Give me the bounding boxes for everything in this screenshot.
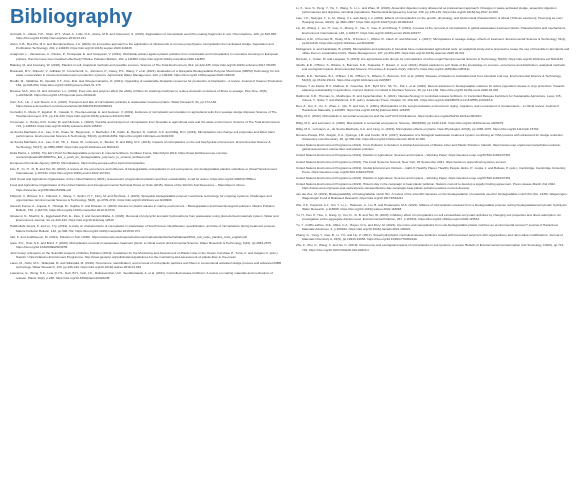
reference-entry: Accinelli, C., Abbas, H.K., Shier, W.T., Vicari, A., Little, N.S., Aloise, M.R. and Giacomini, S. (2019). Degradation of microplastic seed film-coating fragments in soil. Chemosphere, 226, pp.645-650. https://doi.org/10.1016/j.chemosphere.2019.03.161 [10, 32, 277, 41]
reference-entry: de Souza Machado, A.A., Lau, C.W., Kloas, W., Bergmann, J., Bachelier, J.B., Faltin, E., Becker, R., Görlich, A.S. and Rillig, M.C. (2019). Microplastics can change soil properties and affect plant performance. Environmental Science & Technology, 53(10), pp.6044-6052. https://doi.org/10.1021/acs.est.9b01339 [10, 130, 275, 139]
reference-entry: Liu, W., Zhang, J., Liu, H., Guo, X., Zhang, X., Yao, X., Cao, Z. and Zhang, T. (2021). A review of the removal of microplastics in global wastewater treatment plants: Characteristics and mechanisms. Environment International, 146, p.106277. https://doi.org/10.1016/j.envint.2020.106277 [296, 26, 567, 35]
reference-entry: Nizzetto, L., Futter, M. and Langaas, S. (2016). Are agricultural soils dumps for microplastics of urban origin? Environmental Science & Technology, 50(20). https://doi.org/10.1021/acs.est.6b04140 [296, 57, 563, 62]
reference-entry: Braunack, M.V., Filipović, V., Adhikari, R., Freischmidt, G., Johnston, P., Casey, P.S., Wang, Y. et al. (2021). Evaluation of a Sprayable Biodegradable Polymer Membrane (SBPM) Technology for soil water conservation in tomato and watermelon production systems. Agricultural Water Management, 243, p.106446. https://doi.org/10.1016/j.agwat.2020.106446 [10, 68, 280, 77]
reference-entry: Iyare, P.U., Ouki, S.K. and Bond, T. (2020). Microplastics removal in wastewater treatment plants: a critical review. Environmental Science: Water Research & Technology, 6(10), pp.2664-2675. https://doi.org/10.1039/D0EW00397B [10, 240, 272, 249]
reference-entry: United Nations Environment Programme (2021). Plastics in Agriculture: Sources and Impacts – Working Paper. https://wedocs.unep.org/20.500.11822/37461 [296, 153, 511, 158]
reference-column-left [10, 32, 284, 282]
reference-entry: Romero-Pareja, P.M., Aragón, C.A., Quiroga, J.M. and Coello, M.D. (2017). Evaluation of a biological wastewater treatment system combining an OSA process with ultrasound for sludge reduction. Ultrasonics sonochemistry, 36, pp.336-342. https://doi.org/10.1016/j.ultsonch.2016.12.006 [296, 132, 564, 141]
reference-entry: United Nations Environment Programme (2021). The Food Systems Summit. New York, 23 September 2021. https://www.un.org/en/food-systems-summit [296, 159, 506, 164]
reference-entry: Okoffo, E.D., Tscharke, B.J., O'Brien, J.W., O'Brien, S., Ribeiro, F., Burrows, S.D. et al. (2020). Release of plastics to Australian land from biosolids end-use. Environmental Science & Technology, 54(23), pp.15132-15141. https://doi.org/10.1021/acs.est.0c05867 [296, 73, 562, 82]
reference-entry: Habibollahi Jevani, K. and Lu, T.Q. (2019). A study on characteristics of microplastic in wastewater of South Korea: Identification, quantification, and fate of microplastics during treatment process. Marine Pollution Bulletin, 146, pp.696-702. https://doi.org/10.1016/j.marpolbul.2019.06.071 [10, 224, 276, 233]
reference-entry: Zhu, F., Zhu, C., Wang, C. and Gu, C. (2019). Occurrence and ecological impacts of microplastics in soil systems: a review. Bulletin of Environmental Contamination and Toxicology, 102(6), pp.741-749. https://doi.org/10.1007/s00128-019-02623-z [296, 243, 565, 252]
reference-entry: Filipović, V., Bristow, K.L., Filipović, L., Wang, Y., Sintim, H.Y., Flury, M. and Šimůnek, J. (2020). Sprayable biodegradable polymer membrane technology for cropping systems: Challenges and opportunities. Environmental Science & Technology, 54(8), pp.4709-4711. https://doi.org/10.1021/acs.est.0c00909 [10, 193, 272, 202]
reference-entry: Joint Group of Experts on the Scientific Aspects of Marine Pollution (2019). Guidelines for the Monitoring and Assessment of Plastic Litter in the Ocean. Kershaw, P., Turra, A. and Galgani, F. (eds.). Nairobi: United Nations Environment Programme. http://www.gesamp.org/publications/guidelines-for-the-monitoring-and-assessment-of-plastic-litter-in-the-ocean [10, 251, 279, 260]
page-title: Bibliography [10, 6, 133, 28]
reference-entry: European Chemicals Agency (2019). Microplastics. https://echa.europa.eu/hot-topics/microplastics [10, 160, 145, 165]
reference-entry: Mahon, A.M., O'Connell, B., Healy, M.G., O'Connor, I., Officer, R., Nash, R. and Morrison, L. (2017). Microplastics in sewage sludge: effects of treatment. Environmental Science & Technology, 51(2), pp.810-818. https://doi.org/10.1021/acs.est.6b04048 [296, 36, 567, 45]
reference-entry: Liao, Y.C., Nazygul, J., Li, M., Wang, X.L. and Jiang, L.J. (2019). Effects of microplastics on the growth, physiology, and biochemical characteristics of wheat (Triticum aestivum). Huan jing ke xue= Huanjing kexue, 40(10), pp.4661-4667. https://doi.org/10.13227/j.hjkx.201903113 [296, 16, 564, 25]
reference-entry: Idel, K. and Jeddiheever, M. (2021). Plastics in Soil. NABU. https://www.nabu.de/imperia/md/content/nabude/landwirtschaft/aktuell/2021_soil_nabu_plastics_soils_english.pdf [10, 234, 247, 239]
reference-entry: Rillig, M.C. and Lehmann, A. (2020). Microplastic in terrestrial ecosystems. Science, 368(6498), pp.1430-1431. https://doi.org/10.1126/science.abb5979 [296, 120, 504, 125]
reference-entry: Blaising, M. and Amelung, W. (2018). Plastics in soil: Analytical methods and possible sources. Science of The Total Environment, 612, pp.422-435. https://doi.org/10.1016/j.scitotenv.2017.08.086 [10, 62, 276, 67]
reference-entry: Raithmnd, K.R., Thomas, G., Mukherjee, R. and Jayachandran, K. (2021). Nanotechnology in controlled-release fertilizers. In Controlled Release Fertilizers for Sustainable Agriculture. Lewu, F.B., Volova, T., Sabu, T. and Rakhimol, K.R. (eds.). Academic Press. Chapter 13, 169-181. https://doi.org/10.1016/B978-0-12-819555-0.00013-6 [296, 94, 563, 103]
reference-entry: Lares, M., Ncibi, M.C., Sillanpää, M. and Sillanpää, M. (2019). Occurrence, identification, and removal of microplastic particles and fibers in conventional activated sludge process and advanced MBR technology. Water Research, 133, pp.236-246. https://doi.org/10.1016/j.watres.2018.01.049 [10, 261, 282, 270]
reference-entry: United Nations Environment Programme (2019). Global Environment Outlook – GEO-6: Healthy Planet, Healthy People. Ekins, P., Gupta, J. and Boileau, P. (eds.). Cambridge: Cambridge University Press. https://wedocs.unep.org/20.500.11822/27539 [296, 165, 566, 174]
reference-entry: Yu, H., Fan, P., Hou, J., Dang, Q., Cui, D., Xi, B. and Tan, W. (2020). Inhibitory effect of microplastics on soil extracellular enzymatic activities by changing soil properties and direct adsorption: An investigation at the aggregate-fraction level. Environmental Pollution, 267, p.115544. https://doi.org/10.1016/j.envpol.2020.115544 [296, 212, 561, 221]
reference-entry: Yu, Y., Griffin-LaHue, D.E., Miles, C.A., Hayes, D.G. and Flury, M. (2021). Are micro-and nanoplastics from soil-biodegradable plastic mulches an environmental concern? Journal of Hazardous Materials Advances, 4, p.100024. https://doi.org/10.1016/j.hazadv.2021.100024 [296, 222, 558, 232]
reference-column-right [296, 6, 570, 282]
reference-entry: Ghasemi, N., Sberbly, G., Eggebøedl-Poh, E., Zare, F. and Gozentnillaba, A. (2020). Removal of polycyclic aromatic hydrocarbons from wastewater using plant-derived materials system. Water and Environment Journal, 34, pp.420-424. https://doi.org/10.1111/wej.12540 [10, 214, 279, 223]
reference-entry: Anagnosti, L., Varvaresou, A., Pavlou, P., Protopapa, E. and Carayanni, V. (2021). Worldwide actions against plastic pollution from microbeads and microplastics in cosmetics focusing on European policies. Has the issue been handled effectively? Marine Pollution Bulletin, 162, p.111883. https://doi.org/10.1016/j.marpolbul.2020.111883 [10, 52, 279, 61]
reference-entry: Li, X., Guo, S., Peng, Y., He, Y., Wang, S., Li, L. and Zhao, M. (2018). Anaerobic digestion using ultrasound as pretreatment approach: Changes in waste activated sludge, anaerobic digestion performances and digestive microbial populations. Biochemical Engineering Journal, 139, pp.139-145. https://doi.org/10.1016/j.bej.2017.11.009 [296, 6, 557, 15]
reference-entry: Crossman, J., Hurley, R.R., Futter, M. and Nizzetto, L. (2020). Transfer and transport of microplastics from biosolids to agricultural soils and the wider environment. Science of The Total Environment, 724, p.138334. https://doi.org/10.1016/j.scitotenv.2020.138334 [10, 120, 281, 129]
reference-entry: Browne, M.A., Ros, M. and Johnston, L.L. (2020). Pore-size and polymer affect the ability of filters for washing-machines to reduce domestic emissions of fibres to sewage. Plos One, 15(6), p.e0234248. https://doi.org/10.1371/journal.pone.0234248 [10, 89, 268, 98]
reference-entry: van der Zee, M. (2021). Biodegradability of biodegradable mulch film. A review of the scientific literature on the biodegradation of materials used for biodegradable mulch film (No. 2138). Wageningen: Wageningen Food & Biobased Research. https://doi.org/10.18174/544211 [296, 192, 568, 201]
reference-entry: Lawrence, G., Wong, S.K., Low, D.Y.S., Goh, B.H., Goh, J.K., Ruktanonchai, U.R., Soottitantawat, A. et al. (2021). Controlled release fertilizers: A review on coating materials and mechanism of release. Plants 10(2), p.238. https://doi.org/10.3390/plants10020238 [10, 271, 273, 280]
reference-entry: Mohajerani, A. and Karabatak, B. (2020). Microplastics and pollutants in biosolids have contaminated agricultural soils: an analytical study and a proposal to cease the use of biosolids in farmlands and utilise them in sustainable bricks. Waste Management, 107, pp.252-265. https://doi.org/10.1016/j.wasman.2020.04.021 [296, 46, 570, 56]
reference-entry: Food and Agriculture Organization of the United Nations and Intergovernmental Technical Panel on Soils (2015). Status of the World's Soil Resources – Main Report. Rome. https://www.fao.org/3/i5199e/I5199E.pdf [10, 183, 246, 192]
reference-entry: Carr, S.A., Liu, J. and Tesoro, A.G. (2016). Transport and fate of microplastic particles in wastewater treatment plants. Water Research, 91, pp.174-182. https://www.sciencedirect.com/science/article/pii/S0043135416300021 [10, 99, 218, 108]
reference-entry: Ganesh Kumar, A., Anjana, K., Hinduja, M., Sujitha, K. and Dharani, G. (2020). Review on plastic wastes in marine environment – Biodegradation and biotechnological solutions. Marine Pollution Bulletin, 150, p.110733. https://doi.org/10.1016/j.marpolbul.2019.110733 [10, 203, 275, 213]
reference-entry: Okoffo, E.D., O'Brien, S., Ribeiro, F., Burrows, S.D., Toapanta, T., Rauert, C. et al. (2021). Plastic particles in soil: State of the knowledge on sources, occurrence and distribution, analytical methods, and ecological impacts. Environmental Science: Processes & Impacts 23(2), 240-274. https://doi.org/10.1039/d0em00312c [296, 63, 566, 72]
reference-entry: Pritzato, T. de Farias, B.V., Mathew, R., Guenther, R.H., Byrd M.V., Sit, T.L., Pal, L. et al. (2020). Recent advances in biodegradable matrices for active ingredient release in crop protection: Towards attaining sustainability in agriculture. Current Opinion in Colloid & Interface Science, 46, pp.121-136. https://doi.org/10.1016/j.cocis.2020.03.002 [296, 83, 565, 92]
reference-entry: Brodhi, M., Vallabias, M., Opelalli, V.T., Arce, M.E. and Ortega-Caniazco, D. (2021). Upgrading of sustainable bioplastic resources for production of bioplastics - A review. Journal of Cleaner Production, 182, pp.646-664. https://doi.org/10.1016/j.jclepro.2021.01.175 [10, 79, 284, 88]
reference-entry: Alvim, C.B., Bes-Piá, M.A. and Mendoza-Roca, J.A. (2020). An innovative approach to the application of ultrasounds to remove polyethylene microplastics from activated sludge. Separation and Purification Technology, 204, p.118439. https://doi.org/10.1016/j.seppur.2020.118439 [10, 42, 274, 51]
reference-entry: United Nations Environment Programme (2022). Historic day in the campaign to beat plastic pollution: Nations commit to develop a legally binding agreement. Press release March 2nd 2022. https://www.unep.org/news-and-stories/press-release/historic-day-campaign-beat-plastic-pollution-nations-commit-develop [296, 182, 556, 191]
reference-entry: Wei, X.F., Capezza, A.J., Cui, Y., Li, L., Hakonen, A., Liu, B. and Hedenqvist, M.S. (2022). Millions of microplastics released from a biodegradable polymer during biodegradation/enzymatic hydrolysis. Water Research, p.118068. https://doi.org/10.1016/j.watres.2022.118068 [296, 202, 568, 211]
reference-entry: Rillig, M.C. (2012). Microplastic in terrestrial ecosystems and the soil? ACS Publications. https://pubs.acs.org/doi/full/10.1021/es302011r [296, 114, 482, 119]
reference-entry: United Nations Environment Programme (2021). From Pollution to Solution: A Global Assessment of Marine Litter and Plastic Pollution. Nairobi. https://www.unep.org/resources/pollution-solution-global-assessment-marine-litter-and-plastic-pollution [296, 143, 562, 152]
reference-entry: Rillig, M.C., Lehmann, A., de Souza Machado, A.A. and Yang, G. (2019). Microplastic effects on plants. New Phytologist, 223(3), pp.1066-1070. https://doi.org/10.1111/nph.15794 [296, 126, 539, 131]
reference-entry: United Nations Environment Programme (2022). Plastics in Agriculture: Sources and Impacts – Working Paper. https://wedocs.unep.org/20.500.11822/37461 [296, 175, 511, 180]
reference-entry: de Souza Machado, A.A., Lau, C.W., Till, J., Kloas, W., Lehmann, A., Becker, R. and Rillig, M.C. (2018). Impacts of microplastics on the soil biophysical environment. Environmental Science & Technology, 52(17), pp.9656-9665. https://doi.org/10.1021/acs.est.8b02212 [10, 140, 271, 149]
reference-entry: Della Pietra, L. (2019). The EU's Push for Biodegradable polymers in mineral fertilisers. Fertiliser Focus, March/April 2019. https://www.fertilizereurope.com/wp-content/uploads/2019/08/The_EU_s_push_for_biodegradable_polymers_in_mineral_fertilisers.pdf [10, 150, 228, 159]
reference-entry: Fan, P., Yu, H., Xi, B. and Tan, W. (2022). A review on the occurrence and influence of biodegradable microplastics in soil ecosystems: Are biodegradable plastics substitute or threat? Environment International, p.107244. https://doi.org/10.1016/j.envint.2022.107244 [10, 167, 277, 176]
reference-entry: Corradini, F., Meza, P., Eguiluz, R., Casado, F., Huerta-Lwanga, E. and Geissen, V. (2019). Evidence of microplastic accumulation in agricultural soils from sewage sludge disposal. Science of The Total Environment, 671, pp.411-420. https://doi.org/10.1016/j.scitotenv.2019.03.368 [10, 109, 277, 118]
reference-entry: Ren, Z., Gui, X., Xu, X., Zhao, L., Qiu, H. and Cao, X. (2021). Microplastics in the soil-groundwater environment: Aging, migration, and co-transport of contaminants – a critical review. Journal of Hazardous Materials, p.126455. https://doi.org/10.1016/j.jhazmat.2021.126455 [296, 104, 560, 113]
reference-entry: FAO (Food and Agriculture Organization of the United Nations) (2021). Assessment of agricultural plastics and their sustainability: A call for action. https://doi.org/10.4060/cb7856en [10, 177, 256, 182]
reference-entry: Zhang, G., Yang, Y., Gao, B., Li, Y.C. and Liu, Z. (2017). Superhydrophobic controlled-release fertilizers coated with bio-based polymers with organosilicon and nano-silica modifications. Journal of Materials Chemistry A, 42(5), pp.19943-19953. https://doi.org/10.1039/C7TA06014A [296, 233, 563, 242]
